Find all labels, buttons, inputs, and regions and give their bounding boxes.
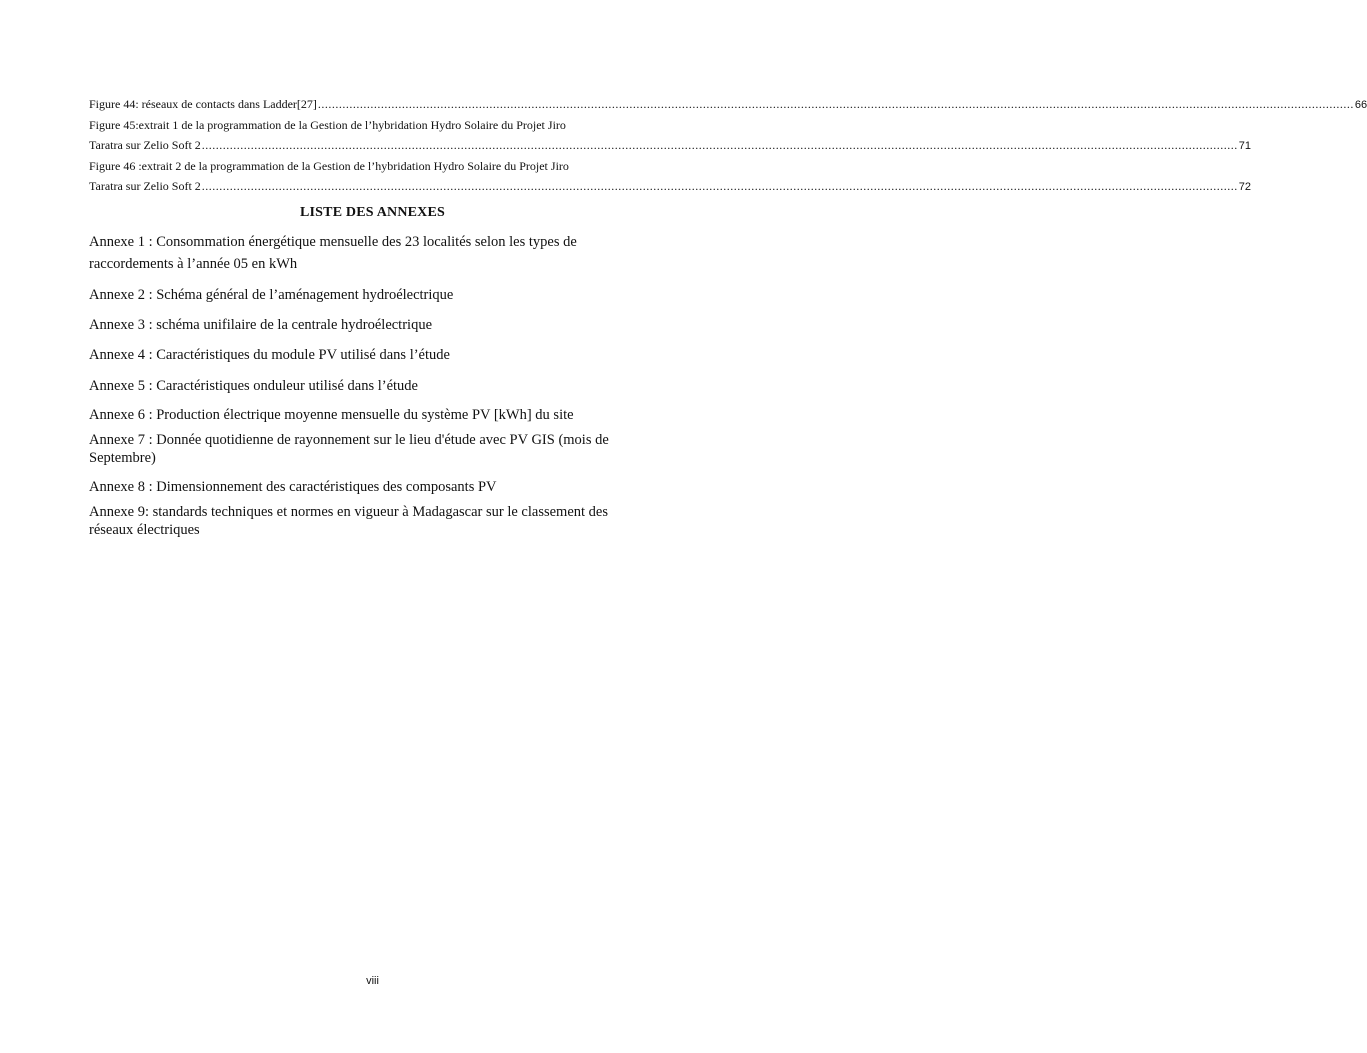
annex-item[interactable]	[89, 477, 649, 497]
figure-entry-page: 72	[1238, 181, 1252, 193]
annex-line: Annexe 7 : Donnée quotidienne de rayonnement sur le lieu d'étude avec PV GIS (mois de	[89, 432, 609, 448]
dot-leader	[201, 135, 1239, 155]
figure-entry[interactable]	[89, 94, 1367, 115]
figure-entry-text: Taratra sur Zelio Soft 2	[89, 179, 201, 193]
annex-item[interactable]	[89, 231, 649, 275]
annex-line: raccordements à l’année 05 en kWh	[89, 256, 298, 272]
figure-entry-text: Figure 45:extrait 1 de la programmation de la Gestion de l’hybridation Hydro Solaire du Projet Jiro	[89, 118, 566, 132]
annex-item[interactable]	[89, 405, 649, 425]
annexes-list	[89, 231, 649, 539]
annex-line: Annexe 2 : Schéma général de l’aménagement hydroélectrique	[89, 287, 454, 303]
page-number: viii	[366, 975, 379, 987]
figure-entry[interactable]	[89, 135, 1252, 156]
annex-item[interactable]	[89, 503, 649, 539]
annex-item[interactable]	[89, 376, 649, 396]
annex-item[interactable]	[89, 345, 649, 365]
annex-line: Annexe 5 : Caractéristiques onduleur utilisé dans l’étude	[89, 378, 418, 394]
annex-item[interactable]	[89, 315, 649, 335]
figure-entry-text: Figure 44: réseaux de contacts dans Ladder[27]	[89, 97, 317, 111]
dot-leader	[317, 94, 1355, 114]
figure-entry-text: Taratra sur Zelio Soft 2	[89, 138, 201, 152]
figure-entry[interactable]	[89, 176, 1252, 197]
annex-line: Annexe 3 : schéma unifilaire de la centrale hydroélectrique	[89, 317, 433, 333]
annex-line: Annexe 9: standards techniques et normes en vigueur à Madagascar sur le classement des	[89, 504, 609, 520]
annex-line: Annexe 1 : Consommation énergétique mensuelle des 23 localités selon les types de	[89, 234, 577, 250]
annex-item[interactable]	[89, 431, 649, 467]
figure-entry-line[interactable]	[89, 115, 656, 135]
annex-line: Annexe 6 : Production électrique moyenne mensuelle du système PV [kWh] du site	[89, 407, 574, 423]
annex-item[interactable]	[89, 285, 649, 305]
annex-line: Annexe 8 : Dimensionnement des caractéristiques des composants PV	[89, 479, 497, 495]
annexes-heading: LISTE DES ANNEXES	[299, 205, 445, 220]
annex-line: Septembre)	[89, 450, 156, 466]
annex-line: Annexe 4 : Caractéristiques du module PV utilisé dans l’étude	[89, 347, 450, 363]
figure-entry-text: Figure 46 :extrait 2 de la programmation de la Gestion de l’hybridation Hydro Solaire du Projet Jiro	[89, 159, 569, 173]
dot-leader	[201, 176, 1239, 196]
figure-entry-line[interactable]	[89, 156, 656, 176]
figure-entry-page: 66	[1354, 99, 1367, 111]
annex-line: réseaux électriques	[89, 522, 200, 538]
figure-entry-page: 71	[1238, 140, 1252, 152]
figure-list	[89, 94, 1367, 197]
